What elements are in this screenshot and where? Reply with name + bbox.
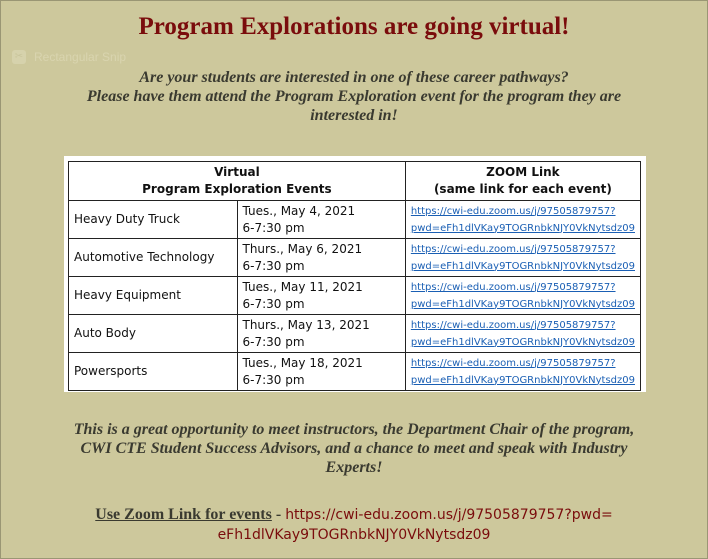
header-zoom-line-1: ZOOM Link	[486, 165, 560, 179]
time-text: 6-7:30 pm	[242, 220, 305, 235]
header-zoom-line-2: (same link for each event)	[433, 182, 612, 196]
zoom-link-line-1[interactable]: https://cwi-edu.zoom.us/j/97505879757?	[410, 357, 616, 369]
header-events-line-1: Virtual	[214, 165, 260, 179]
time-text: 6-7:30 pm	[242, 296, 305, 311]
date-text: Thurs., May 6, 2021	[242, 241, 363, 256]
zoom-link-cell[interactable]	[405, 277, 640, 315]
table-row	[69, 277, 641, 315]
zoom-link-cell[interactable]	[405, 239, 640, 277]
zoom-link-line-1[interactable]: https://cwi-edu.zoom.us/j/97505879757?	[410, 319, 616, 331]
outro-line-3: Experts!	[325, 459, 383, 476]
intro-line-2: Please have them attend the Program Exploration event for the program they are	[86, 88, 622, 105]
date-cell	[237, 201, 405, 239]
date-cell	[237, 239, 405, 277]
date-text: Tues., May 18, 2021	[242, 355, 363, 370]
page-title: Program Explorations are going virtual!	[138, 13, 570, 40]
table-row	[69, 315, 641, 353]
rectangular-snip-ghost	[12, 50, 126, 64]
header-zoom	[405, 162, 640, 201]
zoom-link-line-2[interactable]: pwd=eFh1dlVKay9TOGRnbkNJY0VkNytsdz09	[410, 336, 635, 348]
table-row	[69, 353, 641, 391]
events-table	[68, 161, 641, 391]
date-cell	[237, 315, 405, 353]
table-header-row	[69, 162, 641, 201]
zoom-link-cell[interactable]	[405, 201, 640, 239]
table-row	[69, 239, 641, 277]
program-cell: Auto Body	[69, 315, 238, 353]
date-cell	[237, 277, 405, 315]
program-cell: Automotive Technology	[69, 239, 238, 277]
intro-text	[40, 68, 668, 125]
header-events	[69, 162, 406, 201]
zoom-link-cell[interactable]	[405, 315, 640, 353]
zoom-link-line-1[interactable]: https://cwi-edu.zoom.us/j/97505879757?	[410, 281, 616, 293]
table-row	[69, 201, 641, 239]
zoom-link-dash: -	[271, 506, 286, 523]
zoom-url-line-1[interactable]: https://cwi-edu.zoom.us/j/97505879757?pwd=	[285, 507, 613, 523]
date-text: Tues., May 4, 2021	[242, 203, 356, 218]
time-text: 6-7:30 pm	[242, 334, 305, 349]
time-text: 6-7:30 pm	[242, 258, 305, 273]
zoom-link-line-2[interactable]: pwd=eFh1dlVKay9TOGRnbkNJY0VkNytsdz09	[410, 222, 635, 234]
program-cell: Powersports	[69, 353, 238, 391]
zoom-link-cell[interactable]	[405, 353, 640, 391]
date-text: Tues., May 11, 2021	[242, 279, 363, 294]
zoom-link-line-1[interactable]: https://cwi-edu.zoom.us/j/97505879757?	[410, 243, 616, 255]
program-cell: Heavy Duty Truck	[69, 201, 238, 239]
events-table-image	[64, 156, 646, 392]
zoom-link-line-2[interactable]: pwd=eFh1dlVKay9TOGRnbkNJY0VkNytsdz09	[410, 298, 635, 310]
intro-line-1: Are your students are interested in one of these career pathways?	[139, 69, 569, 86]
time-text: 6-7:30 pm	[242, 372, 305, 387]
outro-line-2: CWI CTE Student Success Advisors, and a chance to meet and speak with Industry	[80, 440, 628, 457]
zoom-link-line-2[interactable]: pwd=eFh1dlVKay9TOGRnbkNJY0VkNytsdz09	[410, 260, 635, 272]
header-events-line-2: Program Exploration Events	[142, 182, 332, 196]
date-text: Thurs., May 13, 2021	[242, 317, 370, 332]
scissors-icon: ✂	[12, 50, 26, 64]
program-cell: Heavy Equipment	[69, 277, 238, 315]
zoom-link-line-1[interactable]: https://cwi-edu.zoom.us/j/97505879757?	[410, 205, 616, 217]
outro-line-1: This is a great opportunity to meet instructors, the Department Chair of the program,	[73, 421, 635, 438]
zoom-link-section	[40, 505, 668, 545]
zoom-url-line-2[interactable]: eFh1dlVKay9TOGRnbkNJY0VkNytsdz09	[217, 527, 491, 543]
intro-line-3: interested in!	[310, 107, 398, 124]
zoom-link-label: Use Zoom Link for events	[95, 506, 272, 523]
ghost-label: Rectangular Snip	[34, 50, 127, 64]
date-cell	[237, 353, 405, 391]
zoom-link-line-2[interactable]: pwd=eFh1dlVKay9TOGRnbkNJY0VkNytsdz09	[410, 374, 635, 386]
outro-text	[30, 420, 678, 477]
